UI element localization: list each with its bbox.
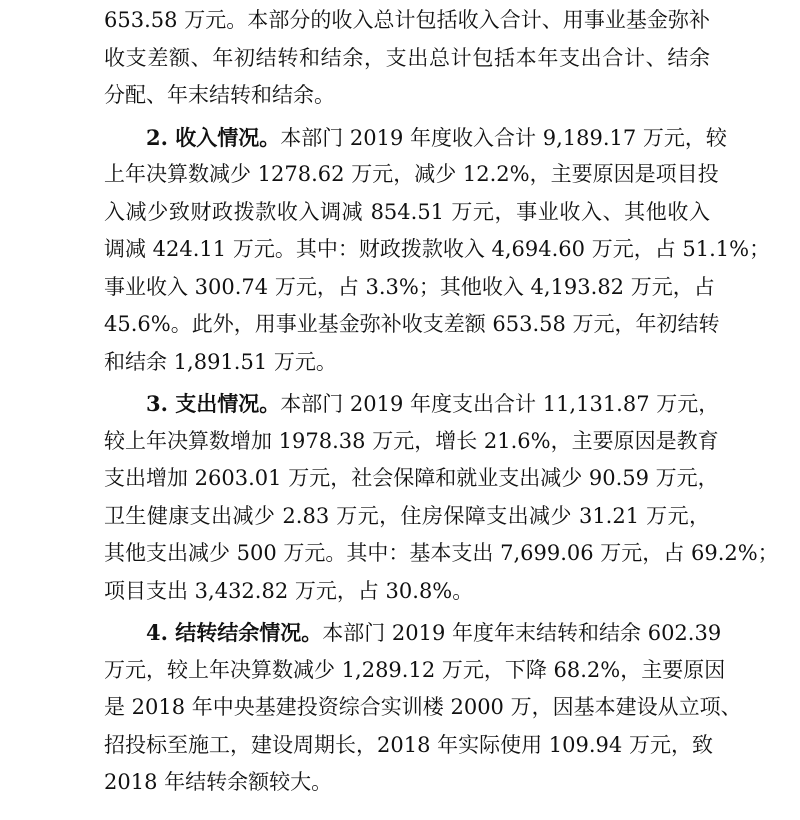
expense-line-3: 支出增加 2603.01 万元，社会保障和就业支出减少 90.59 万元， [104,466,719,490]
carryover-heading: 4. 结转结余情况。 [146,620,323,645]
expense-first-line-text: 本部门 2019 年度支出合计 11,131.87 万元， [280,392,720,416]
carryover-paragraph [104,614,742,802]
income-paragraph [104,119,771,382]
expense-paragraph [104,385,779,610]
intro-line-2: 收支差额、年初结转和结余，支出总计包括本年支出合计、结余 [104,45,710,70]
income-first-line-text: 本部门 2019 年度收入合计 9,189.17 万元，较 [280,125,727,150]
carryover-line-5: 2018 年结转余额较大。 [104,770,333,794]
carryover-line-3: 是 2018 年中央基建投资综合实训楼 2000 万，因基本建设从立项、 [104,695,742,719]
income-line-6: 45.6%。此外，用事业基金弥补收支差额 653.58 万元，年初结转 [104,312,720,336]
intro-line-1: 653.58 万元。本部分的收入总计包括收入合计、用事业基金弥补 [104,8,710,32]
intro-line-3: 分配、年末结转和结余。 [104,83,335,107]
expense-line-2: 较上年决算数增加 1978.38 万元，增长 21.6%，主要原因是教育 [104,428,719,453]
income-line-3: 入减少致财政拨款收入调减 854.51 万元，事业收入、其他收入 [104,199,710,224]
income-first-line [104,119,727,157]
expense-line-6: 项目支出 3,432.82 万元，占 30.8%。 [104,578,474,603]
income-heading: 2. 收入情况。 [146,124,281,150]
expense-first-line [104,385,720,423]
expense-line-5: 其他支出减少 500 万元。其中：基本支出 7,699.06 万元，占 69.2%； [104,541,779,565]
income-line-4: 调减 424.11 万元。其中：财政拨款收入 4,694.60 万元，占 51.1%； [104,237,771,261]
expense-line-4: 卫生健康支出减少 2.83 万元，住房保障支出减少 31.21 万元， [104,503,710,528]
carryover-line-2: 万元，较上年决算数减少 1,289.12 万元，下降 68.2%，主要原因 [104,657,726,682]
carryover-line-4: 招投标至施工，建设周期长，2018 年实际使用 109.94 万元，致 [104,732,713,757]
income-line-5: 事业收入 300.74 万元，占 3.3%；其他收入 4,193.82 万元，占 [104,274,715,299]
expense-heading: 3. 支出情况。 [146,391,281,416]
carryover-first-line [104,614,722,652]
income-line-7: 和结余 1,891.51 万元。 [104,349,337,374]
intro-paragraph [104,2,710,115]
income-line-2: 上年决算数减少 1278.62 万元，减少 12.2%，主要原因是项目投 [104,162,719,186]
carryover-first-line-text: 本部门 2019 年度年末结转和结余 602.39 [322,621,722,645]
